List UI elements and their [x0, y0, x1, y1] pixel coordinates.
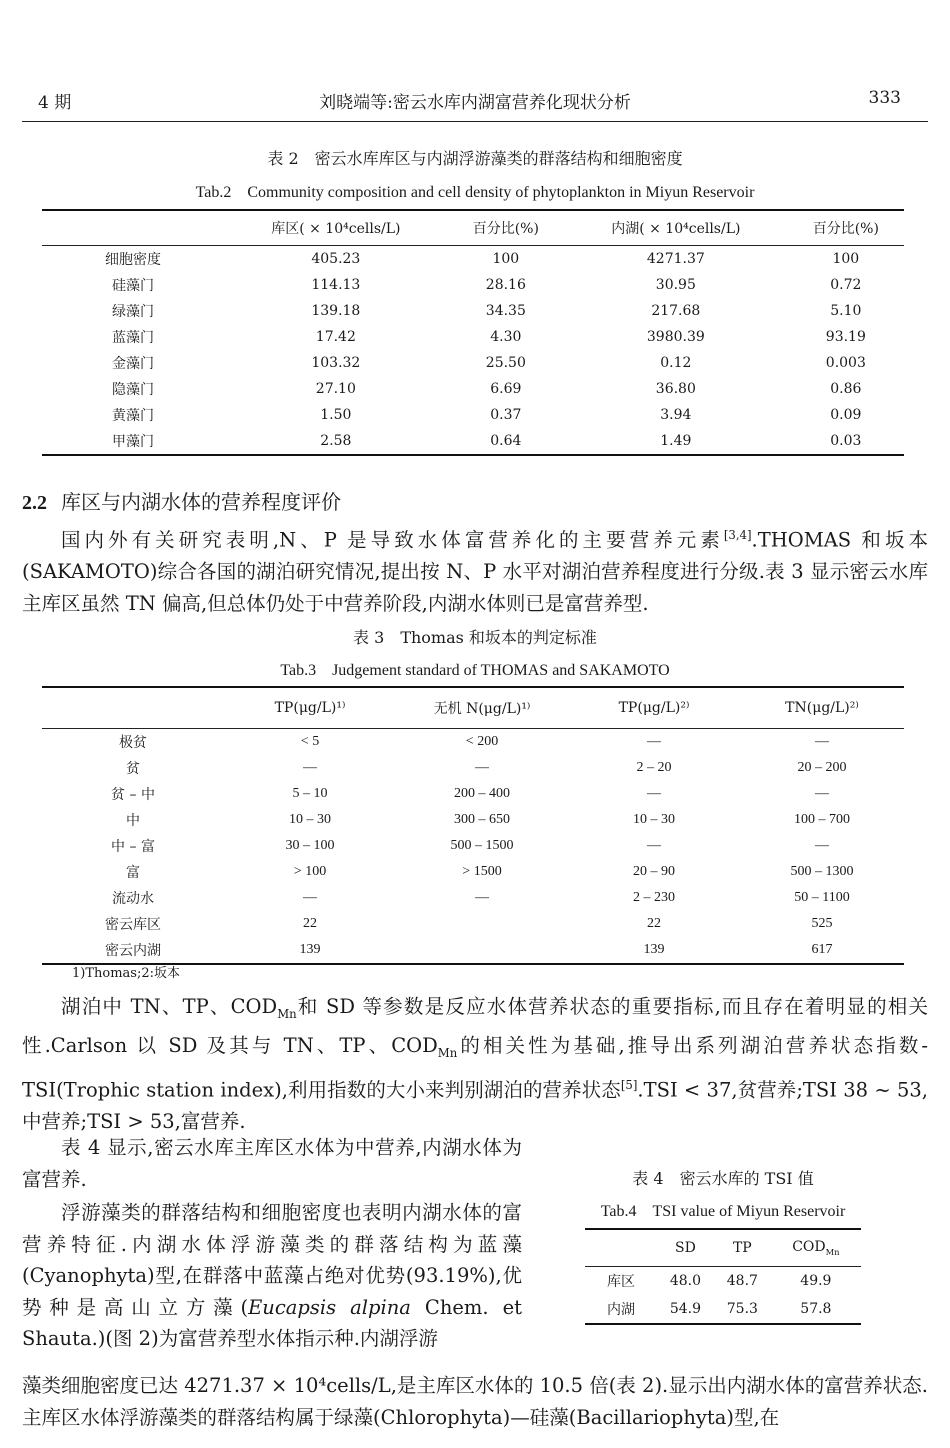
- table3-cell: < 200: [465, 734, 499, 749]
- table2-col-header: 库区( × 10⁴cells/L): [224, 210, 448, 246]
- citation: [5]: [620, 1077, 638, 1092]
- page-number: 333: [868, 88, 901, 108]
- table3-cell: —: [647, 734, 661, 749]
- table3-cell: —: [815, 786, 829, 801]
- header-rule: [22, 121, 928, 122]
- table3-cell: 139: [224, 937, 396, 964]
- table2-cell: 100: [832, 251, 860, 267]
- citation: [3,4]: [723, 528, 752, 542]
- paragraph-5: 藻类细胞密度已达 4271.37 × 10⁴cells/L,是主库区水体的 10.5 倍(表 2).显示出内湖水体的富营养状态.主库区水体浮游藻类的群落结构属于绿藻(Chlorophyta)—硅藻(Bacillariophyta)型,在: [22, 1374, 928, 1429]
- table2-cell: 0.03: [788, 428, 904, 455]
- table2-cell: 细胞密度: [105, 252, 161, 268]
- table3-cell: 2 – 230: [633, 890, 675, 905]
- table2-cell: 28.16: [485, 277, 526, 293]
- table3-cell: —: [647, 786, 661, 801]
- table2-cell: 30.95: [655, 277, 696, 293]
- table2-cell: 405.23: [311, 251, 361, 267]
- table3-cell: —: [303, 890, 317, 905]
- table2-cell: 3.94: [660, 407, 692, 423]
- table3-cell: 50 – 1100: [794, 890, 850, 905]
- table2-cell: 34.35: [485, 303, 526, 319]
- table2-cell: 绿藻门: [112, 304, 154, 320]
- section-title: 库区与内湖水体的营养程度评价: [61, 490, 341, 514]
- table3-footnote: 1)Thomas;2:坂本: [72, 966, 180, 981]
- table2-col-header: 内湖( × 10⁴cells/L): [564, 210, 788, 246]
- table4-cell: 49.9: [800, 1273, 832, 1289]
- table2-cell: 0.003: [825, 355, 866, 371]
- table3-cell: 617: [740, 937, 904, 964]
- table2-cell: 217.68: [651, 303, 701, 319]
- table2-caption-en: Tab.2 Community composition and cell density of phytoplankton in Miyun Reservoir: [195, 184, 755, 201]
- table4-cell: 库区: [607, 1274, 635, 1290]
- table2-cell: 黄藻门: [112, 408, 154, 424]
- table4-cell: 内湖: [585, 1295, 657, 1324]
- table3-cell: —: [475, 890, 489, 905]
- table4-col-header: [585, 1229, 657, 1267]
- table3-cell: 10 – 30: [633, 812, 675, 827]
- table2-cell: 1.49: [564, 428, 788, 455]
- table-row: [42, 376, 904, 402]
- paragraph-2: [22, 991, 928, 1137]
- table-row: [42, 885, 904, 911]
- table-row: [42, 859, 904, 885]
- table-row: [42, 428, 904, 455]
- table2-col-header: 百分比(%): [448, 210, 564, 246]
- table2-cell: 蓝藻门: [112, 330, 154, 346]
- table2-cell: 0.86: [830, 381, 862, 397]
- table-row: [585, 1267, 861, 1296]
- table3-cell: —: [815, 734, 829, 749]
- table3-cell: 中: [126, 813, 140, 829]
- table3-cell: 20 – 90: [633, 864, 675, 879]
- subscript: Mn: [277, 1006, 297, 1021]
- para2-text-d: .TSI < 37,贫营养;TSI 38 ~ 53,中营养;TSI > 53,富营养.: [22, 1078, 928, 1133]
- subscript: Mn: [825, 1246, 840, 1257]
- table4-col-header: SD: [657, 1229, 714, 1267]
- table3-cell: 富: [126, 865, 140, 881]
- table4-caption-en: Tab.4 TSI value of Miyun Reservoir: [600, 1203, 846, 1220]
- table3-cell: 22: [647, 916, 661, 931]
- table3-cell: 525: [811, 916, 833, 931]
- table2-cell: 0.72: [830, 277, 862, 293]
- section-heading: [22, 486, 341, 515]
- table3-col-header: 无机 N(μg/L)¹⁾: [396, 687, 568, 729]
- species-name: Eucapsis alpina: [248, 1295, 411, 1319]
- paragraph-4: [22, 1197, 522, 1355]
- table3-cell: —: [647, 838, 661, 853]
- table2-cell: 93.19: [825, 329, 866, 345]
- table3-cell: —: [815, 838, 829, 853]
- table4-col-header: [771, 1229, 861, 1267]
- table2-cell: 25.50: [485, 355, 526, 371]
- table2-cell: 0.37: [490, 407, 522, 423]
- table-row: [42, 911, 904, 937]
- table3-cell: 22: [303, 916, 317, 931]
- table3-col-header: TP(μg/L)¹⁾: [224, 687, 396, 729]
- paragraph-3: 表 4 显示,密云水库主库区水体为中营养,内湖水体为富营养.: [22, 1136, 522, 1191]
- table2-cell: 0.12: [660, 355, 692, 371]
- table4-cell: 54.9: [657, 1295, 714, 1324]
- table3-cell: > 1500: [462, 864, 502, 879]
- table3-cell: 20 – 200: [797, 760, 847, 775]
- table2-cell: 隐藻门: [112, 382, 154, 398]
- table2-cell: 114.13: [311, 277, 361, 293]
- table2-cell: 36.80: [655, 381, 696, 397]
- table3-cell: 5 – 10: [292, 786, 328, 801]
- table2-col-header: [42, 210, 224, 246]
- subscript: Mn: [437, 1046, 458, 1061]
- table-row: [42, 246, 904, 273]
- para2-text-a: 湖泊中 TN、TP、COD: [61, 995, 278, 1018]
- para1-text2: .THOMAS 和坂本(SAKAMOTO)综合各国的湖泊研究情况,提出按 N、P 水平对湖泊营养程度进行分级.表 3 显示密云水库主库区虽然 TN 偏高,但总体仍处于中营养阶段,内湖水体则已是富营养型.: [22, 528, 928, 615]
- table3-col-header: [42, 687, 224, 729]
- table3-cell: —: [475, 760, 489, 775]
- table2-caption-cn: 表 2 密云水库库区与内湖浮游藻类的群落结构和细胞密度: [267, 149, 683, 168]
- running-title: 刘晓端等:密云水库内湖富营养化现状分析: [319, 93, 631, 113]
- para4-text-a: 浮游藻类的群落结构和细胞密度也表明内湖水体的富营养特征.内湖水体浮游藻类的群落结构为蓝藻(Cyanophyta)型,在群落中蓝藻占绝对优势(93.19%),优势种是高山立方藻(: [22, 1201, 522, 1319]
- table3-caption-cn: 表 3 Thomas 和坂本的判定标准: [353, 628, 597, 647]
- table3-cell: 贫 – 中: [111, 787, 155, 803]
- table3-cell: —: [303, 760, 317, 775]
- table3-cell: < 5: [300, 734, 320, 749]
- table3-cell: 中 – 富: [111, 839, 155, 855]
- table4: [585, 1228, 861, 1325]
- table3-cell: 流动水: [112, 891, 154, 907]
- table3: [42, 686, 904, 965]
- para2-text-b: 和 SD 等参数是反应水体营养状态的重要指标,而且存在着明显的相关性.Carlson 以 SD 及其与 TN、TP、COD: [22, 995, 929, 1058]
- paragraph-1: [22, 520, 928, 619]
- table3-cell: 极贫: [119, 735, 147, 751]
- table3-cell: 30 – 100: [285, 838, 335, 853]
- table4-cell: 75.3: [714, 1295, 771, 1324]
- table-row: [42, 324, 904, 350]
- table2-cell: 硅藻门: [112, 278, 154, 294]
- table2-cell: 6.69: [490, 381, 522, 397]
- table3-cell: 密云库区: [105, 917, 161, 933]
- table4-col-header: TP: [714, 1229, 771, 1267]
- table-row: [42, 807, 904, 833]
- table4-caption-cn: 表 4 密云水库的 TSI 值: [632, 1169, 814, 1188]
- table2-cell: 139.18: [311, 303, 361, 319]
- table-row: [42, 298, 904, 324]
- table3-cell: > 100: [293, 864, 327, 879]
- table3-cell: 200 – 400: [454, 786, 510, 801]
- table-row: [42, 937, 904, 964]
- table3-cell: [396, 911, 568, 937]
- table3-cell: 10 – 30: [289, 812, 331, 827]
- table2-cell: 3980.39: [646, 329, 705, 345]
- issue-number: 4 期: [38, 93, 72, 113]
- table-row: [42, 833, 904, 859]
- table2-cell: 0.64: [448, 428, 564, 455]
- table2-cell: 金藻门: [112, 356, 154, 372]
- table2-cell: 27.10: [315, 381, 356, 397]
- cod-label: COD: [792, 1239, 826, 1256]
- para1-text: 国内外有关研究表明,N、P 是导致水体富营养化的主要营养元素: [61, 528, 724, 552]
- table2-cell: 4271.37: [646, 251, 705, 267]
- table2-cell: 甲藻门: [42, 428, 224, 455]
- table-row: [585, 1295, 861, 1324]
- table-row: [42, 402, 904, 428]
- table3-cell: [396, 937, 568, 964]
- table3-cell: 139: [568, 937, 740, 964]
- table3-cell: 500 – 1500: [450, 838, 514, 853]
- table2-cell: 5.10: [830, 303, 862, 319]
- table3-cell: 500 – 1300: [790, 864, 854, 879]
- table4-cell: 48.7: [726, 1273, 758, 1289]
- table-row: [42, 272, 904, 298]
- table-row: [42, 350, 904, 376]
- table-row: [42, 755, 904, 781]
- table2-cell: 2.58: [224, 428, 448, 455]
- table3-cell: 2 – 20: [636, 760, 672, 775]
- table-row: [42, 781, 904, 807]
- table3-cell: 密云内湖: [42, 937, 224, 964]
- table2-cell: 17.42: [315, 329, 356, 345]
- table2: [42, 209, 904, 456]
- table2-col-header: 百分比(%): [788, 210, 904, 246]
- para4-text-b: Chem. et Shauta.)(图 2)为富营养型水体指示种.内湖浮游: [22, 1295, 522, 1350]
- table3-cell: 贫: [126, 761, 140, 777]
- table3-col-header: TP(μg/L)²⁾: [568, 687, 740, 729]
- table3-col-header: TN(μg/L)²⁾: [740, 687, 904, 729]
- table4-cell: 57.8: [771, 1295, 861, 1324]
- table-row: [42, 729, 904, 756]
- section-number: 2.2: [22, 492, 47, 514]
- table3-cell: 300 – 650: [454, 812, 510, 827]
- table3-caption-en: Tab.3 Judgement standard of THOMAS and SAKAMOTO: [280, 662, 670, 679]
- table2-cell: 4.30: [490, 329, 522, 345]
- table2-cell: 1.50: [320, 407, 352, 423]
- table2-cell: 100: [492, 251, 520, 267]
- table2-cell: 103.32: [311, 355, 361, 371]
- para2-text-c: 的相关性为基础,推导出系列湖泊营养状态指数-TSI(Trophic station index),利用指数的大小来判别湖泊的营养状态: [22, 1034, 928, 1102]
- table4-cell: 48.0: [669, 1273, 702, 1289]
- table2-cell: 0.09: [830, 407, 862, 423]
- table3-cell: 100 – 700: [794, 812, 850, 827]
